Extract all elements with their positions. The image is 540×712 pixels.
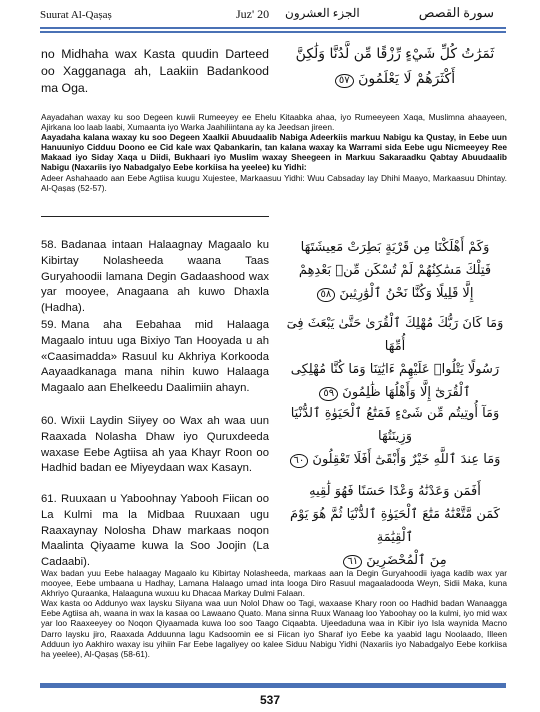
verse-58-arabic bbox=[282, 236, 508, 305]
header-rule-bottom bbox=[40, 31, 506, 33]
verse-number: 61. bbox=[41, 493, 57, 505]
arabic-line: كَمَن مَّتَّعْنَٰهُ مَتَٰعَ ٱلْحَيَوٰةِ ٱلدُّنْيَا ثُمَّ هُوَ يَوْمَ ٱلْقِيَٰمَةِ bbox=[290, 507, 500, 545]
verse-number: 59. bbox=[41, 319, 57, 331]
arabic-line: مِنَ ٱلْمُحْضَرِينَ ٦١ bbox=[282, 549, 508, 572]
juz-arabic: الجزء العشرون bbox=[285, 6, 360, 20]
verse-61-arabic bbox=[282, 480, 508, 572]
commentary-paragraph: Wax kasta oo Addunyo wax laysku Siiyana waa uun Nolol Dhaw oo Tagi, waxaase Khary roon oo Hadhid badan Wanaagga Eebe Agtiisa ah, waana in wax la kasaa oo Lawaano Quato. Mana sinna Ruux Wanaag loo Yaboohay oo la kulmi, iyo mid wax yar loo Raaxeeyey oo Noqon Qiyaamada kuwa loo soo Taago Ciqaabta. Ujeedaduna waa in Kibir iyo Isla waynida Macno Darro laysku jiro, Raaxada Adduunna lagu Kadsoomin ee si Fiican iyo Sharaf iyo Eebe ka yaabid lagu Noolaado, Illeen Adduun iyo Aakhiro waxay isu yihiin Far Eebe lagaliyey oo kalee Siduu Nabigu Yidhi (Naxariis iyo Nabadgalyo Eebe korkiisa ha yeelee), Al-Qaṣaṣ (58-61). bbox=[41, 598, 507, 659]
arabic-line: ثَمَرَٰتُ كُلِّ شَيْءٍ رِّزْقًا مِّن لَّدُنَّا وَلَٰكِنَّ bbox=[295, 46, 495, 62]
verse-59-arabic bbox=[282, 312, 508, 404]
arabic-line: ٱلْقُرَىٰٓ إِلَّا وَأَهْلُهَا ظَٰلِمُونَ ٥٩ bbox=[282, 381, 508, 404]
arabic-line: فَتِلْكَ مَسَٰكِنُهُمْ لَمْ تُسْكَن مِّنۢ بَعْدِهِمْ bbox=[298, 263, 492, 278]
verse-number-mark: ٥٧ bbox=[335, 74, 354, 88]
verse-number-mark: ٥٩ bbox=[319, 387, 338, 401]
commentary-paragraph: Aayadahan waxay ku soo Degeen kuwii Rumeeyey ee Ehelu Kitaabka ahaa, iyo Rumeeyeen Xaqa, Muslimna ahaayeen, Ajirkana loo laab laabi, Xumaanta iyo Warka Jaahiliintana ay ka Jeedsan jireen. bbox=[41, 112, 507, 133]
arabic-line: وَمَا عِندَ ٱللَّهِ خَيْرٌ وَأَبْقَىٰٓ أَفَلَا تَعْقِلُونَ ٦٠ bbox=[282, 448, 508, 471]
surah-name: Suurat Al-Qaṣaṣ bbox=[40, 9, 112, 21]
verse-61-translation: 61. Ruuxaan u Yaboohnay Yabooh Fiican oo La Kulmi ma la Midbaa Ruuxaan ugu Raaxaynay Nolosha Dhaw markaas noqon Maalinta Qiyaame kuwa la Soo Joojin (La Cadaabi). bbox=[41, 493, 269, 569]
commentary-block-2 bbox=[41, 568, 507, 659]
footer-rule bbox=[40, 683, 506, 688]
arabic-line: أَكْثَرَهُمْ لَا يَعْلَمُونَ ٥٧ bbox=[282, 67, 508, 92]
top-translation: no Midhaha wax Kasta quudin Darteed oo Xagganaga ah, Laakiin Badankood ma Oga. bbox=[41, 47, 269, 95]
verse-60-arabic bbox=[282, 402, 508, 471]
page-header bbox=[0, 0, 540, 30]
juz-label: Juz' 20 bbox=[236, 7, 270, 21]
verse-number-mark: ٥٨ bbox=[317, 288, 336, 302]
verse-number-mark: ٦١ bbox=[343, 555, 362, 569]
verse-number: 60. bbox=[41, 415, 57, 427]
arabic-line: وَمَا كَانَ رَبُّكَ مُهْلِكَ ٱلْقُرَىٰ حَتَّىٰ يَبْعَثَ فِىٓ أُمِّهَا bbox=[286, 316, 504, 354]
verse-number: 58. bbox=[41, 239, 57, 251]
verse-59-translation: 59. Mana aha Eebahaa mid Halaaga Magaalo intuu uga Bixiyo Tan Hooyada u ah «Caasimadda» Rasuul ku Akhriya Korkooda Aayaadkanaga mana nihin kuwo Halaaga Magaalo aan Ehelkeedu Daalimiin ahayn. bbox=[41, 319, 269, 395]
commentary-paragraph: Wax badan yuu Eebe halaagay Magaalo ku Kibirtay Nolasheeda, markaas aan la Degin Guryahoodii iyaga kadib wax yar mooyee, Eebe umbaana u Hadhay, Lamana Halaago umad inta looga Diro Rasuul magaaladooda Weyn, Sidii Maka, kuna Akhriyo Quraanka, Halaaguna wuxuu ku Dhacaa Markay Dulmi Falaan. bbox=[41, 568, 507, 599]
commentary-block-1 bbox=[41, 112, 507, 193]
arabic-line: وَمَآ أُوتِيتُم مِّن شَىْءٍ فَمَتَٰعُ ٱلْحَيَوٰةِ ٱلدُّنْيَا وَزِينَتُهَا bbox=[290, 406, 500, 444]
verse-58-translation: 58. Badanaa intaan Halaagnay Magaalo ku Kibirtay Nolasheeda waana Taas Guryahoodii lamana Degin Gadaashood wax yar mooyee, Anagaana ah kuwo Dhaxla (Hadha). bbox=[41, 239, 269, 315]
arabic-line: رَسُولًا يَتْلُوا۟ عَلَيْهِمْ ءَايَٰتِنَا وَمَا كُنَّا مُهْلِكِى bbox=[290, 362, 500, 377]
arabic-line: إِلَّا قَلِيلًا وَكُنَّا نَحْنُ ٱلْوَٰرِثِينَ ٥٨ bbox=[282, 282, 508, 305]
top-arabic bbox=[282, 42, 508, 92]
arabic-line: أَفَمَن وَعَدْنَٰهُ وَعْدًا حَسَنًا فَهُوَ لَٰقِيهِ bbox=[309, 484, 481, 499]
verse-number-mark: ٦٠ bbox=[290, 454, 309, 468]
verse-60-translation: 60. Wixii Laydin Siiyey oo Wax ah waa uun Raaxada Nolasha Dhaw iyo Quruxdeeda waxase Eebe Agtiisa ah yaa Khayr Roon oo Hadhid badan ee Miyeydaan wax Kasayn. bbox=[41, 415, 269, 475]
header-rule-top bbox=[40, 27, 506, 29]
commentary-paragraph: Adeer Ashahaado aan Eebe Agtiisa kuugu Xujestee, Markaasuu Yidhi: Wuu Cabsaday lay Dhihi Maayo, Markaasuu Dhintay. Al-Qaṣaṣ (52-57). bbox=[41, 172, 507, 193]
arabic-line: وَكَمْ أَهْلَكْنَا مِن قَرْيَةٍ بَطِرَتْ مَعِيشَتَهَا bbox=[300, 240, 490, 255]
section-divider bbox=[41, 216, 269, 217]
surah-name-arabic: سورة القصص bbox=[418, 5, 494, 20]
page-number: 537 bbox=[259, 693, 281, 707]
commentary-paragraph-bold: Aayadaha kalana waxay ku soo Degeen Xaalkii Abuudaalib Nabiga Adeerkiis markuu Nabigu ka Qustay, in Eebe uun Hanuuniyo Cidduu Doono ee Cid kale wax Qabankarin, tan kalana waxay ka Warrami sida Eebe ugu Nicmeeyey Ree Makaad iyo Siday Xaqa u Diidi, Bukhaari iyo Muslim waxay Sheegeen in Markuu Sakaraadku Qabtay Abuudaalib Nabigu (Naxariis iyo Nabadgalyo Eebe korkiisa ha yeelee) ku Yidhi: bbox=[41, 132, 507, 173]
